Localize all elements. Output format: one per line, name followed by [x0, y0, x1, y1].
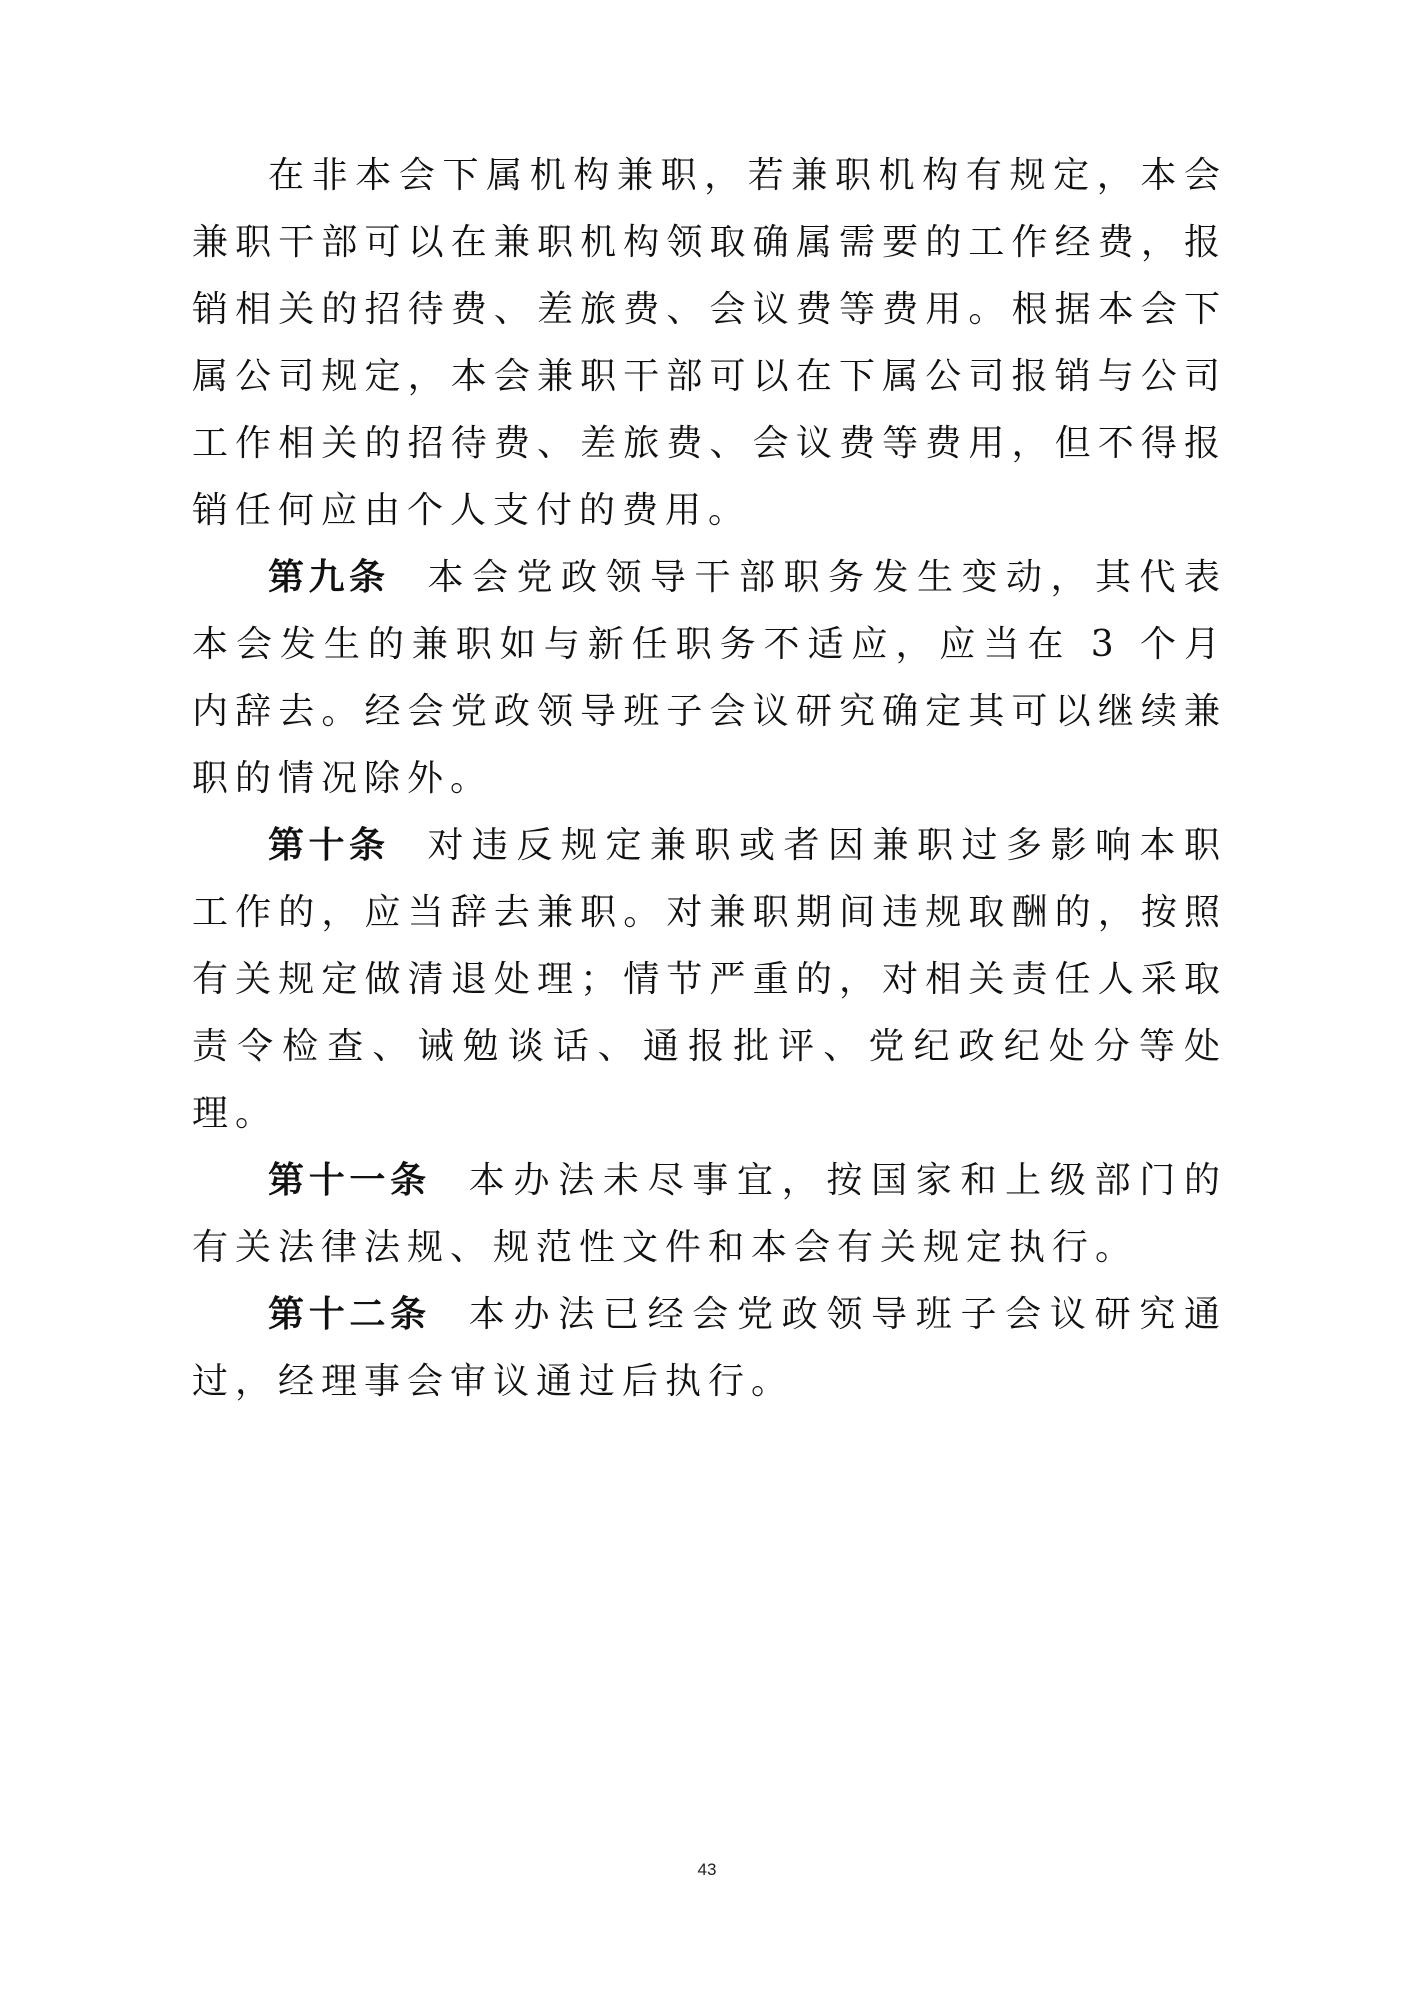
article-text: 本办法已经会党政领导班子会议研究通过，经理事会审议通过后执行。	[192, 1294, 1227, 1402]
article-number: 第十条	[268, 825, 390, 866]
article-number: 第十二条	[268, 1294, 431, 1335]
article-11	[192, 1147, 1227, 1281]
article-text: 本办法未尽事宜，按国家和上级部门的有关法律法规、规范性文件和本会有关规定执行。	[192, 1160, 1227, 1268]
document-body	[192, 142, 1227, 1415]
article-text: 本会党政领导干部职务发生变动，其代表本会发生的兼职如与新任职务不适应，应当在 3 个月内辞去。经会党政领导班子会议研究确定其可以继续兼职的情况除外。	[192, 557, 1227, 799]
article-12	[192, 1281, 1227, 1415]
page-number: 43	[697, 1860, 717, 1879]
article-number: 第十一条	[268, 1160, 431, 1201]
article-number: 第九条	[268, 557, 390, 598]
article-text: 对违反规定兼职或者因兼职过多影响本职工作的，应当辞去兼职。对兼职期间违规取酬的，按照有关规定做清退处理；情节严重的，对相关责任人采取责令检查、诫勉谈话、通报批评、党纪政纪处分等处理。	[192, 825, 1227, 1134]
paragraph-continuation	[192, 142, 1227, 544]
article-9	[192, 544, 1227, 812]
paragraph-text: 在非本会下属机构兼职，若兼职机构有规定，本会兼职干部可以在兼职机构领取确属需要的工作经费，报销相关的招待费、差旅费、会议费等费用。根据本会下属公司规定，本会兼职干部可以在下属公司报销与公司工作相关的招待费、差旅费、会议费等费用，但不得报销任何应由个人支付的费用。	[192, 155, 1227, 531]
article-10	[192, 812, 1227, 1147]
